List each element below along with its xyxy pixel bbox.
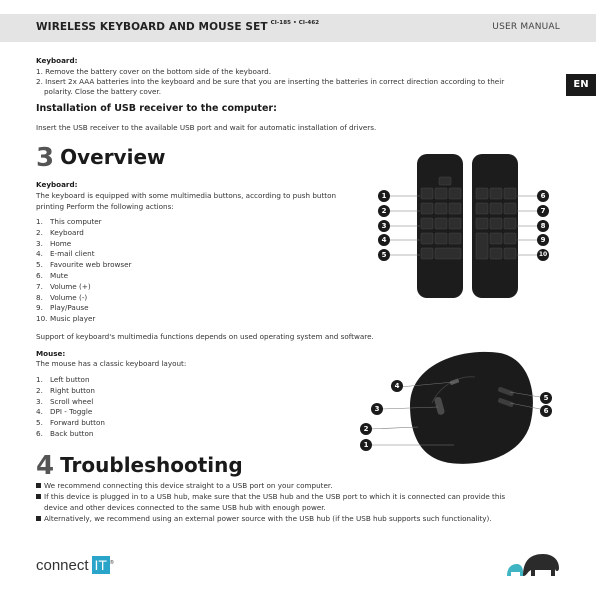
title-text: WIRELESS KEYBOARD AND MOUSE SET <box>36 21 268 33</box>
overview-keyboard-heading: Keyboard: <box>36 180 78 189</box>
list-item: We recommend connecting this device straight to a USB port on your computer. <box>36 480 556 491</box>
keyboard-callout-2: 2 <box>378 205 390 217</box>
list-item: 8. Volume (-) <box>36 292 88 302</box>
mouse-callout-2: 2 <box>360 423 372 435</box>
list-item: 10. Music player <box>36 314 96 324</box>
troubleshooting-list <box>36 480 556 524</box>
logo-mark: IT <box>92 556 110 574</box>
list-item: 4. DPI - Toggle <box>36 407 93 417</box>
elephant-mascot-icon <box>505 550 561 580</box>
mouse-callout-6: 6 <box>540 405 552 417</box>
model-numbers: CI-185 • CI-462 <box>270 20 320 26</box>
mouse-heading: Mouse: <box>36 349 66 358</box>
header-bar <box>0 14 596 42</box>
keyboard-callout-3: 3 <box>378 220 390 232</box>
battery-keyboard-heading: Keyboard: <box>36 56 78 65</box>
document-title <box>36 21 319 33</box>
troubleshooting-number: 4 <box>36 451 55 481</box>
list-item: 7. Volume (+) <box>36 281 91 291</box>
overview-keyboard-text-1: The keyboard is equipped with some multimedia buttons, according to push button <box>36 191 337 200</box>
overview-number: 3 <box>36 143 55 173</box>
list-item: Alternatively, we recommend using an external power source with the USB hub (if the USB hub supports such functionality). <box>36 513 556 524</box>
keyboard-callout-9: 9 <box>537 234 549 246</box>
troubleshooting-title: Troubleshooting <box>60 453 243 477</box>
mouse-body <box>410 352 533 464</box>
list-item: 3. Scroll wheel <box>36 396 94 406</box>
usb-text: Insert the USB receiver to the available USB port and wait for automatic installation of drivers. <box>36 123 377 132</box>
mouse-callout-5: 5 <box>540 392 552 404</box>
list-item: 5. Favourite web browser <box>36 260 132 270</box>
user-manual-label: USER MANUAL <box>492 22 560 32</box>
mouse-callout-3: 3 <box>371 403 383 415</box>
keyboard-callout-4: 4 <box>378 234 390 246</box>
keyboard-callout-10: 10 <box>537 249 549 261</box>
keyboard-callout-5: 5 <box>378 249 390 261</box>
keyboard-function-list <box>36 217 131 325</box>
list-item: 9. Play/Pause <box>36 303 89 313</box>
mouse-callout-1: 1 <box>360 439 372 451</box>
connect-it-logo: connect IT ® <box>36 557 114 574</box>
battery-step-1: 1. Remove the battery cover on the bottom side of the keyboard. <box>36 67 271 76</box>
usb-heading: Installation of USB receiver to the computer: <box>36 103 277 114</box>
multimedia-support-note: Support of keyboard's multimedia functions depends on used operating system and software. <box>36 332 374 341</box>
list-item: 4. E-mail client <box>36 249 95 259</box>
overview-keyboard-text-2: printing Perform the following actions: <box>36 202 174 211</box>
battery-step-2-cont: polarity. Close the battery cover. <box>44 87 161 96</box>
list-item: 2. Right button <box>36 385 95 395</box>
overview-heading <box>36 143 166 173</box>
list-item: 5. Forward button <box>36 418 105 428</box>
language-badge: EN <box>566 74 596 96</box>
list-item-continuation: device and other devices connected to the same USB hub with enough power. <box>44 503 326 512</box>
troubleshooting-heading <box>36 451 243 481</box>
list-item: If this device is plugged in to a USB hub, make sure that the USB hub and the USB port to which it is connected can provide this <box>36 491 556 502</box>
mouse-callout-4: 4 <box>391 380 403 392</box>
list-item: 1. This computer <box>36 217 102 226</box>
list-item: 6. Mute <box>36 270 68 280</box>
keyboard-callout-1: 1 <box>378 190 390 202</box>
battery-step-2: 2. Insert 2x AAA batteries into the keyboard and be sure that you are inserting the batteries in correct direction according to their <box>36 77 505 86</box>
list-item: 3. Home <box>36 238 72 248</box>
keyboard-callout-6: 6 <box>537 190 549 202</box>
keyboard-callout-8: 8 <box>537 220 549 232</box>
list-item: 2. Keyboard <box>36 227 84 237</box>
keyboard-callout-7: 7 <box>537 205 549 217</box>
list-item: 1. Left button <box>36 375 90 384</box>
mouse-illustration <box>370 345 545 470</box>
mouse-text: The mouse has a classic keyboard layout: <box>36 359 187 368</box>
logo-word: connect <box>36 557 89 574</box>
mouse-button-list <box>36 375 105 440</box>
list-item: 6. Back button <box>36 428 94 438</box>
overview-title: Overview <box>60 145 166 169</box>
